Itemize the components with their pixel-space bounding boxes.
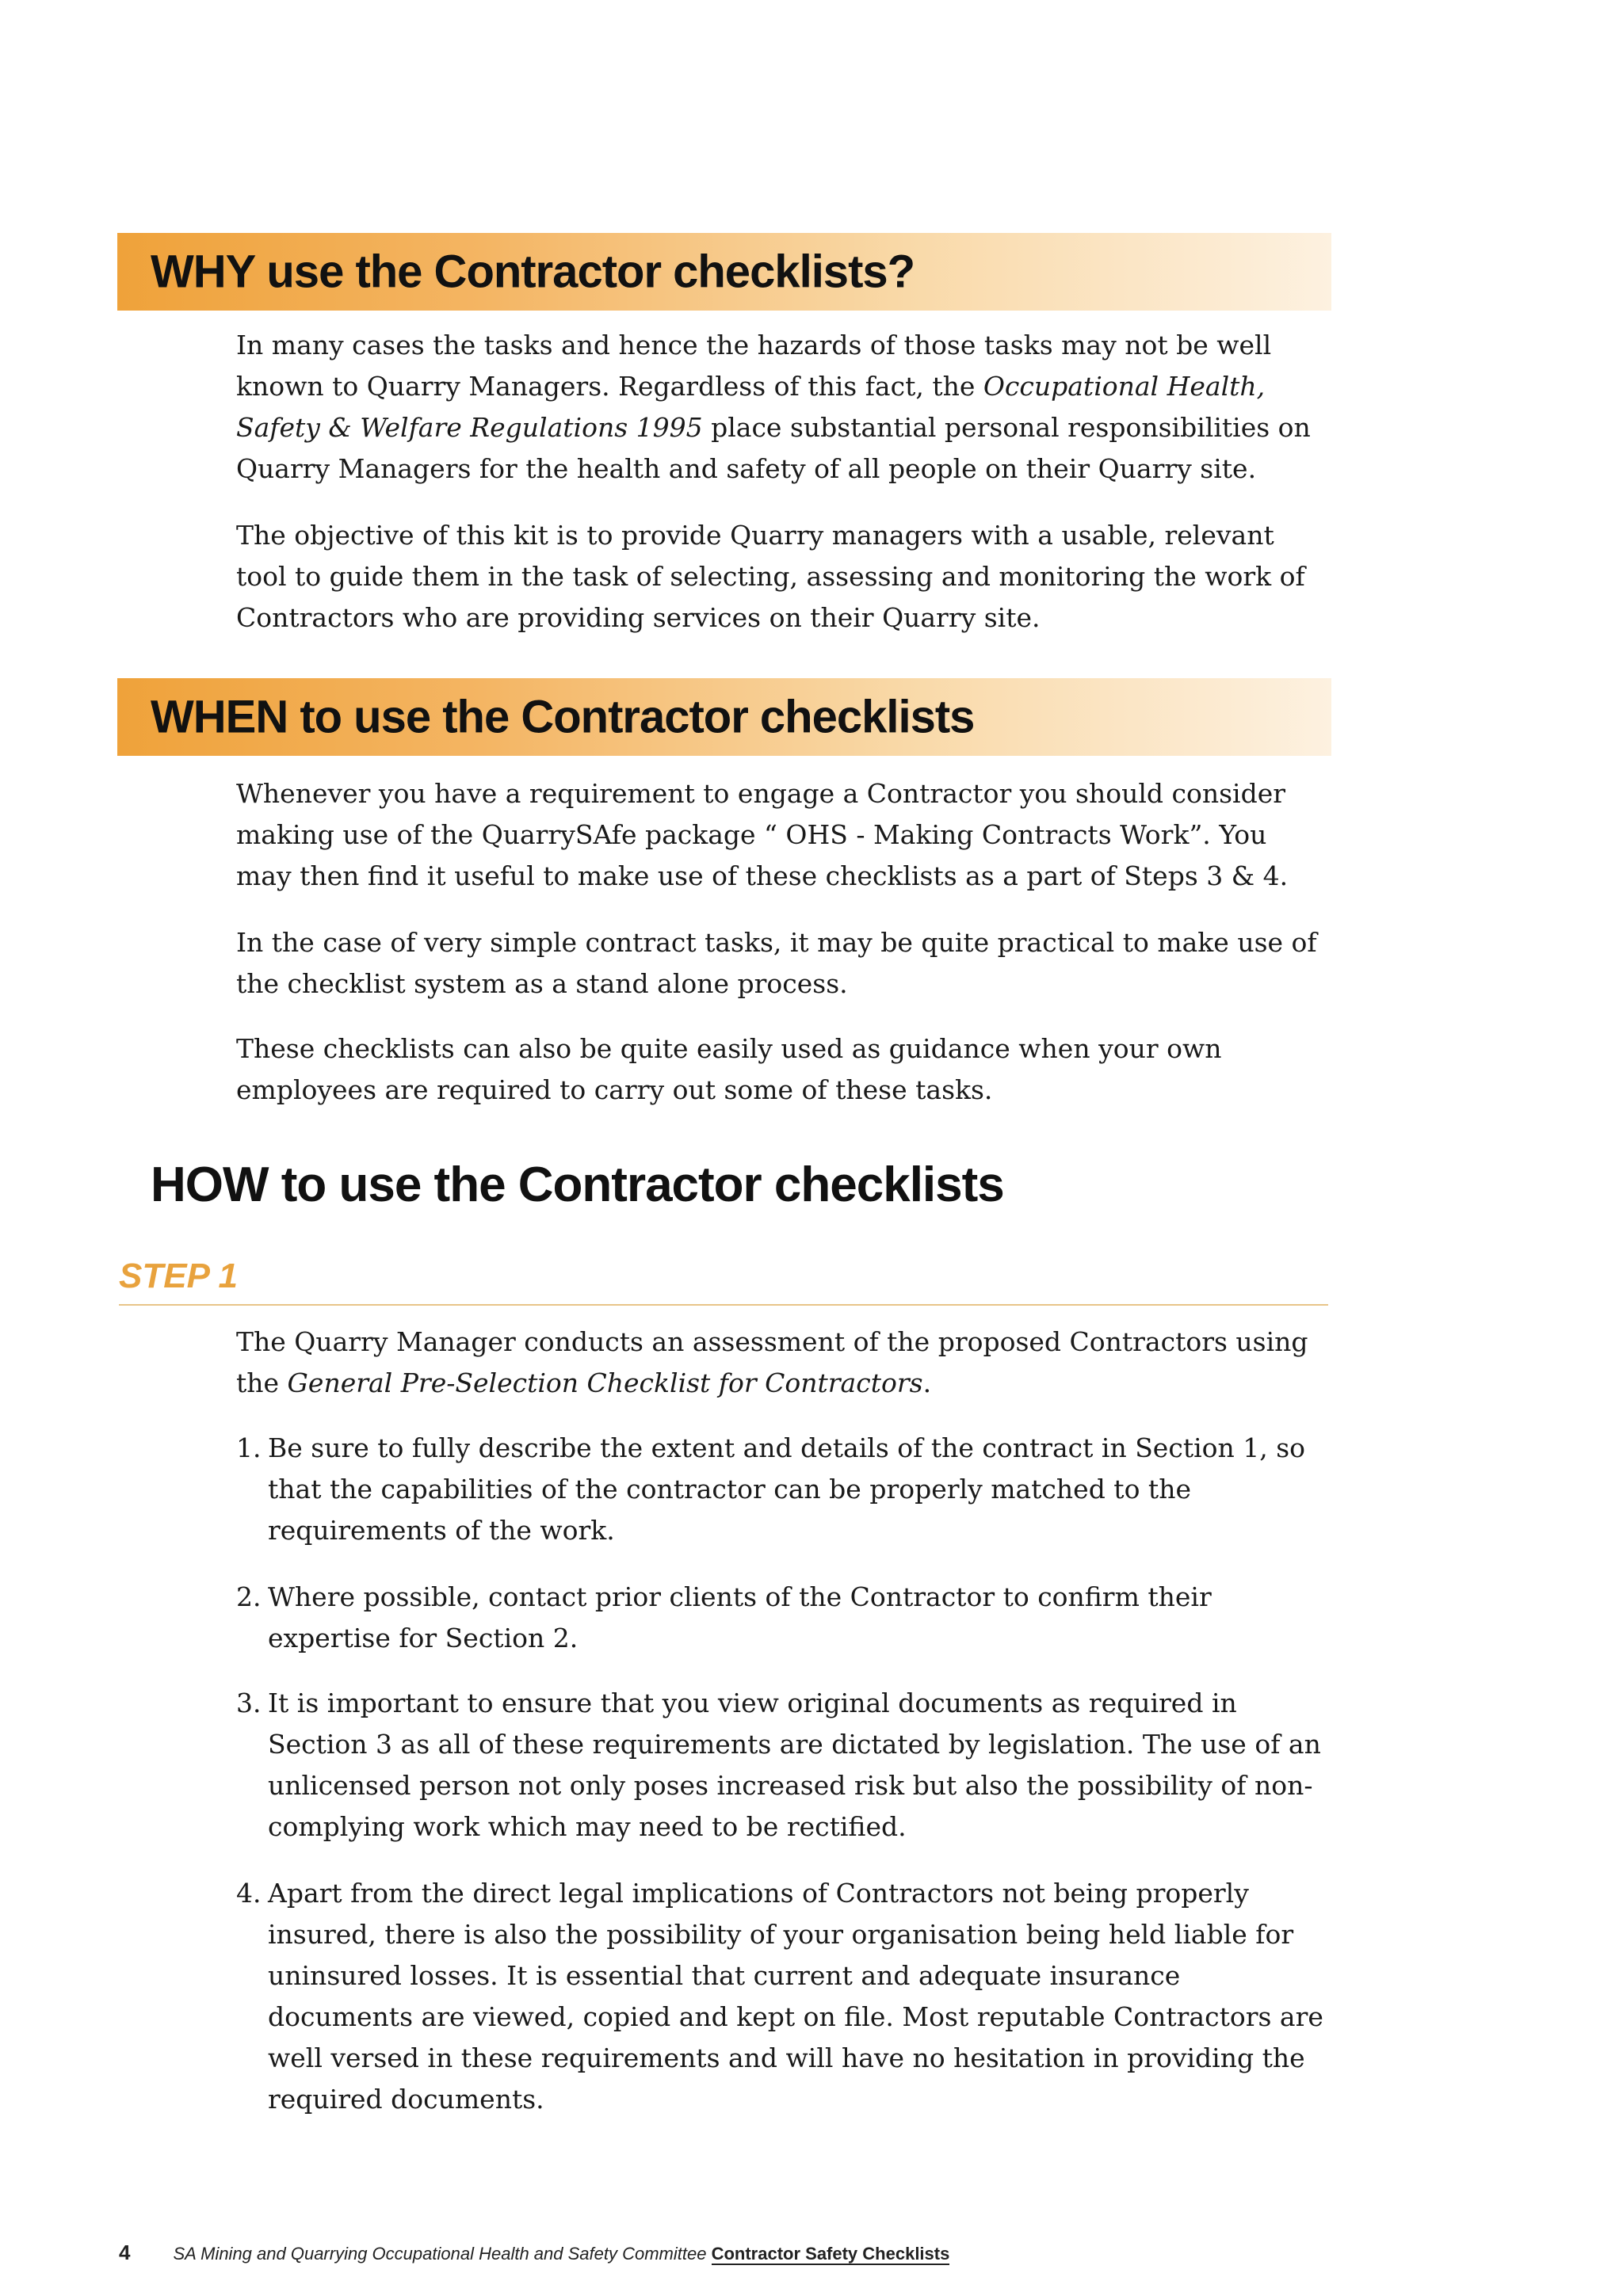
- list-item-number: 1.: [236, 1432, 262, 1463]
- list-item: [236, 1577, 1330, 1659]
- why-section-banner: [117, 233, 1331, 311]
- list-item-text: Be sure to fully describe the extent and details of the contract in Section 1, so that the capabilities of the contractor can be properly matched to the requirements of the work.: [268, 1432, 1306, 1546]
- list-item-number: 2.: [236, 1581, 262, 1612]
- list-item-number: 4.: [236, 1878, 262, 1909]
- page-number: 4: [119, 2241, 131, 2264]
- checklist-title: General Pre-Selection Checklist for Contractors: [287, 1367, 923, 1398]
- why-p1-text-b: place substantial personal responsibilities on Quarry Managers for the health and safety of all people on their Quarry site.: [236, 412, 1311, 484]
- why-paragraph-1: [236, 325, 1330, 490]
- step-intro-text-b: .: [922, 1367, 932, 1398]
- regulations-title: Occupational Health, Safety & Welfare Regulations 1995: [236, 371, 1266, 443]
- step-intro-text-a: The Quarry Manager conducts an assessment of the proposed Contractors using the: [236, 1326, 1308, 1398]
- why-paragraph-2: The objective of this kit is to provide Quarry managers with a usable, relevant tool to guide them in the task of selecting, assessing and monitoring the work of Contractors who are providing services on their Quarry site.: [236, 520, 1305, 633]
- when-section-banner: [117, 678, 1331, 756]
- when-paragraph-2: In the case of very simple contract tasks, it may be quite practical to make use of the checklist system as a stand alone process.: [236, 927, 1317, 999]
- footer-publication-title: Contractor Safety Checklists: [711, 2244, 950, 2264]
- footer-committee: SA Mining and Quarrying Occupational Health and Safety Committee: [173, 2244, 707, 2264]
- step-divider: [119, 1304, 1328, 1306]
- when-paragraph-3: These checklists can also be quite easily used as guidance when your own employees are required to carry out some of these tasks.: [236, 1033, 1222, 1105]
- why-heading: WHY use the Contractor checklists?: [151, 246, 915, 298]
- list-item-text: It is important to ensure that you view original documents as required in Section 3 as all of these requirements are dictated by legislation. The use of an unlicensed person not only poses increased risk but also the possibility of non-complying work which may need to be rectified.: [268, 1688, 1321, 1842]
- list-item: [236, 1873, 1330, 2120]
- how-heading: HOW to use the Contractor checklists: [151, 1158, 1004, 1212]
- list-item-number: 3.: [236, 1688, 262, 1718]
- step-1-intro: [236, 1322, 1330, 1404]
- list-item-text: Apart from the direct legal implications of Contractors not being properly insured, there is also the possibility of your organisation being held liable for uninsured losses. It is essential that current and adequate insurance documents are viewed, copied and kept on file. Most reputable Contractors are well versed in these requirements and will have no hesitation in providing the required documents.: [268, 1878, 1323, 2115]
- list-item: [236, 1683, 1330, 1848]
- when-paragraph-1: Whenever you have a requirement to engage a Contractor you should consider making use of the QuarrySAfe package “ OHS - Making Contracts Work”. You may then find it useful to make use of these checklists as a part of Steps 3 & 4.: [236, 778, 1289, 891]
- list-item: [236, 1428, 1330, 1551]
- step-1-label: STEP 1: [119, 1257, 238, 1295]
- when-heading: WHEN to use the Contractor checklists: [151, 691, 975, 743]
- why-p1-text-a: In many cases the tasks and hence the hazards of those tasks may not be well known to Quarry Managers. Regardless of this fact, the: [236, 330, 1272, 402]
- page-footer: [119, 2241, 949, 2265]
- list-item-text: Where possible, contact prior clients of the Contractor to confirm their expertise for Section 2.: [268, 1581, 1212, 1653]
